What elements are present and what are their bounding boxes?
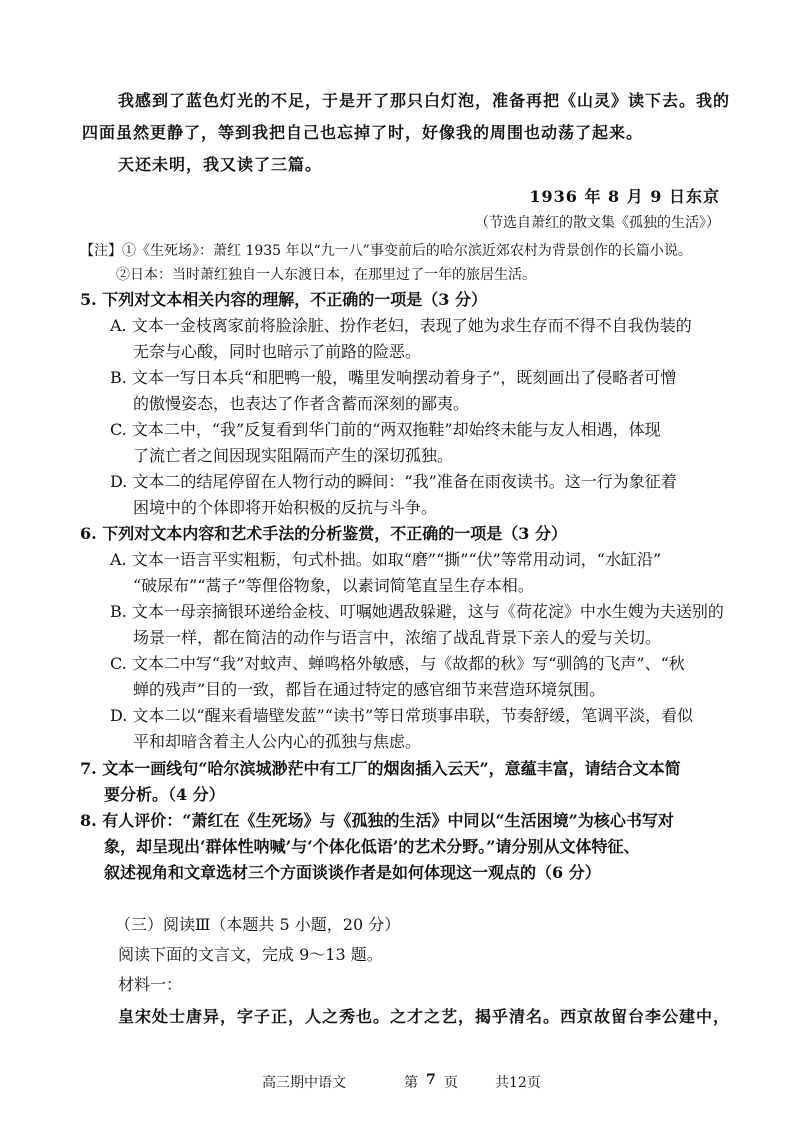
option-6D: D. 文本二以“醒来看墙壁发蓝”“读书”等日常琐事串联，节奏舒缓，笔调平淡，看似 xyxy=(110,706,694,725)
option-5A-cont: 无奈与心酸，同时也暗示了前路的险恶。 xyxy=(133,342,422,361)
option-5C: C. 文本二中，“我”反复看到华门前的“两双拖鞋”却始终未能与友人相遇，体现 xyxy=(110,420,661,439)
question-8-cont: 叙述视角和文章选材三个方面谈谈作者是如何体现这一观点的（6 分） xyxy=(104,863,601,882)
option-5C-cont: 了流亡者之间因现实阻隔而产生的深切孤独。 xyxy=(133,446,454,465)
option-5D: D. 文本二的结尾停留在人物行动的瞬间：“我”准备在雨夜读书。这一行为象征着 xyxy=(110,472,677,491)
question-6-stem: 6. 下列对文本内容和艺术手法的分析鉴赏，不正确的一项是（3 分） xyxy=(80,524,567,543)
question-8-cont: 象，却呈现出‘群体性呐喊’与‘个体化低语’的艺术分野。”请分别从文体特征、 xyxy=(104,837,640,856)
option-6C-cont: 蝉的残声”目的一致，都旨在通过特定的感官细节来营造环境氛围。 xyxy=(133,680,606,699)
option-6B-cont: 场景一样，都在简洁的动作与语言中，浓缩了战乱背景下亲人的爱与关切。 xyxy=(133,628,662,647)
option-5B-cont: 的傲慢姿态，也表达了作者含蓄而深刻的鄙夷。 xyxy=(133,394,470,413)
footer-page-number: 7 xyxy=(426,1072,436,1088)
passage-line: 我感到了蓝色灯光的不足，于是开了那只白灯泡，准备再把《山灵》读下去。我的 xyxy=(118,91,731,110)
passage-source: （节选自萧红的散文集《孤独的生活》） xyxy=(475,215,720,231)
option-6D-cont: 平和却暗含着主人公内心的孤独与焦虑。 xyxy=(133,732,422,751)
footer-page-suffix: 页 xyxy=(444,1075,458,1091)
section-3-heading: （三）阅读Ⅲ（本题共 5 小题，20 分） xyxy=(115,915,401,934)
passage-date: 1936 年 8 月 9 日东京 xyxy=(529,187,720,206)
footer-total-pages: 共12页 xyxy=(495,1075,541,1091)
option-5A: A. 文本一金枝离家前将脸涂脏、扮作老妇，表现了她为求生存而不得不自我伪装的 xyxy=(110,316,692,335)
option-6A: A. 文本一语言平实粗粝，句式朴拙。如取“磨”“撕”“伏”等常用动词，“水缸沿” xyxy=(110,550,662,569)
option-5D-cont: 困境中的个体即将开始积极的反抗与斗争。 xyxy=(133,498,438,517)
note-1: 【注】①《生死场》：萧红 1935 年以“九一八”事变前后的哈尔滨近郊农村为背景创作的长篇小说。 xyxy=(80,243,692,259)
question-8: 8. 有人评价：“萧红在《生死场》与《孤独的生活》中同以“生活困境”为核心书写对 xyxy=(80,811,674,830)
footer-page-prefix: 第 xyxy=(404,1075,418,1091)
section-3-instruction: 阅读下面的文言文，完成 9～13 题。 xyxy=(118,945,383,964)
question-7-cont: 要分析。（4 分） xyxy=(104,785,225,804)
note-2: ②日本：当时萧红独自一人东渡日本，在那里过了一年的旅居生活。 xyxy=(116,267,536,283)
option-5B: B. 文本一写日本兵“和肥鸭一般，嘴里发响摆动着身子”，既刻画出了侵略者可憎 xyxy=(110,368,677,387)
question-5-stem: 5. 下列对文本相关内容的理解，不正确的一项是（3 分） xyxy=(80,290,487,309)
passage-line: 天还未明，我又读了三篇。 xyxy=(118,155,323,174)
option-6A-cont: “破尿布”“蒿子”等俚俗物象，以素词简笔直呈生存本相。 xyxy=(133,576,534,595)
question-7: 7. 文本一画线句“哈尔滨城渺茫中有工厂的烟囱插入云天”，意蕴丰富，请结合文本简 xyxy=(80,759,681,778)
classical-text-line: 皇宋处士唐异，字子正，人之秀也。之才之艺，揭乎清名。西京故留台李公建中， xyxy=(118,1007,731,1026)
footer-course: 高三期中语文 xyxy=(262,1075,346,1091)
option-6C: C. 文本二中写“我”对蚊声、蝉鸣格外敏感，与《故都的秋》写“驯鸽的飞声”、“秋 xyxy=(110,654,685,673)
material-label: 材料一： xyxy=(118,975,183,994)
option-6B: B. 文本一母亲摘银环递给金枝、叮嘱她遇敌躲避，这与《荷花淀》中水生嫂为夫送别的 xyxy=(110,602,724,621)
passage-line: 四面虽然更静了，等到我把自己也忘掉了时，好像我的周围也动荡了起来。 xyxy=(82,123,644,142)
